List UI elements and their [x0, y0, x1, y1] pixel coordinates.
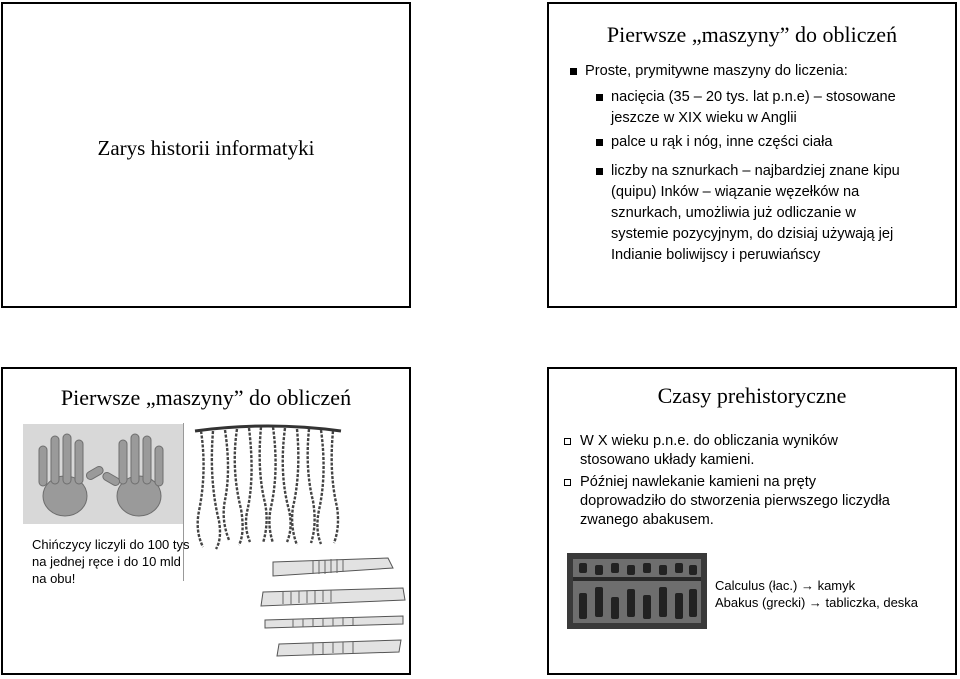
sub-bullet-line: (quipu) Inków – wiązanie węzełków na — [611, 184, 860, 200]
note-line: Calculus (łac.) → kamyk — [715, 578, 856, 593]
item-line: W X wieku p.n.e. do obliczania wyników — [580, 433, 838, 449]
caption-line: Chińczycy liczyli do 100 tys — [32, 537, 190, 552]
item-line: Później nawlekanie kamieni na pręty — [580, 474, 817, 490]
abacus-icon — [567, 553, 707, 629]
slide-title: Pierwsze „maszyny” do obliczeń — [606, 22, 898, 47]
caption-line: na obu! — [32, 571, 76, 586]
note-line: Abakus (grecki) → tabliczka, deska — [715, 595, 919, 610]
hands-diagram-icon — [23, 424, 183, 524]
sub-bullet-line: systemie pozycyjnym, do dzisiaj używają jej — [611, 226, 894, 242]
quipu-knots-icon — [193, 421, 343, 551]
item-line: stosowano układy kamieni. — [580, 452, 755, 468]
bullet-icon — [564, 479, 571, 486]
slide-2 — [547, 2, 957, 308]
item-line: zwanego abakusem. — [580, 512, 714, 528]
bullet-icon — [564, 438, 571, 445]
sub-bullet-line: nacięcia (35 – 20 tys. lat p.n.e) – stosowane — [611, 89, 896, 105]
slide-1 — [1, 2, 411, 308]
slide-3 — [1, 367, 411, 675]
bullet-icon — [596, 94, 603, 101]
caption-line: na jednej ręce i do 10 mld — [32, 554, 181, 569]
slide-title: Czasy prehistoryczne — [657, 383, 847, 408]
bullet-icon — [570, 68, 577, 75]
sub-bullet-line: Indianie boliwijscy i peruwiańscy — [611, 247, 821, 263]
sub-bullet-line: palce u rąk i nóg, inne części ciała — [611, 134, 833, 150]
divider — [183, 423, 184, 581]
slide-4 — [547, 367, 957, 675]
sub-bullet-line: jeszcze w XIX wieku w Anglii — [611, 110, 797, 126]
slide-title: Pierwsze „maszyny” do obliczeń — [60, 385, 352, 410]
tally-sticks-icon — [253, 554, 413, 664]
bullet-icon — [596, 139, 603, 146]
item-line: doprowadziło do stworzenia pierwszego liczydła — [580, 493, 890, 509]
slide-title: Zarys historii informatyki — [97, 136, 315, 160]
sub-bullet-line: liczby na sznurkach – najbardziej znane kipu — [611, 163, 900, 179]
bullet-text: Proste, prymitywne maszyny do liczenia: — [585, 63, 848, 79]
bullet-icon — [596, 168, 603, 175]
sub-bullet-line: sznurkach, umożliwia już odliczanie w — [611, 205, 856, 221]
